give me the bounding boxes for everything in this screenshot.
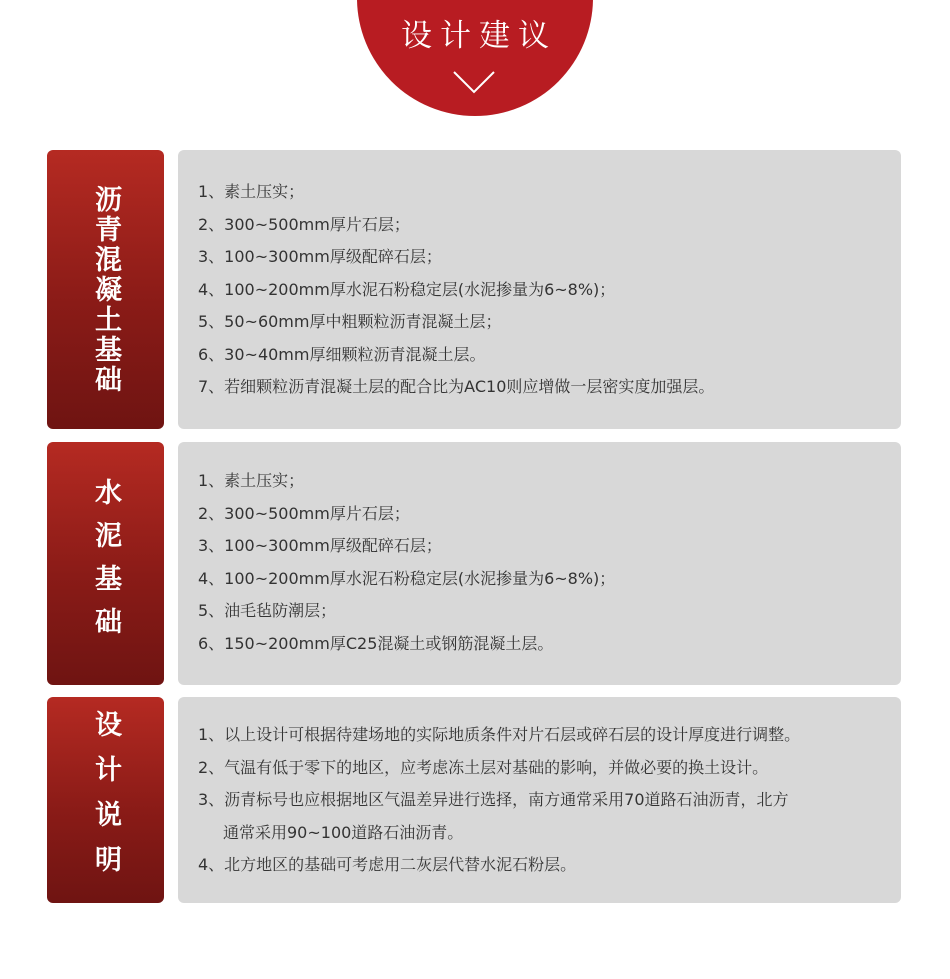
section-tag: [47, 697, 164, 903]
spec-list: [198, 465, 895, 660]
list-item: 2、气温有低于零下的地区，应考虑冻土层对基础的影响，并做必要的换土设计。: [198, 757, 769, 777]
list-item: 3、100~300mm厚级配碎石层；: [198, 536, 442, 555]
list-item-line: 3、沥青标号也应根据地区气温差异进行选择，南方通常采用70道路石油沥青，北方: [198, 790, 789, 809]
section-cement-foundation: [47, 442, 901, 685]
section-tag-label: 沥青混凝土基础: [90, 184, 121, 395]
section-tag-label: 设计说明: [90, 710, 121, 890]
section-content-panel: [178, 442, 901, 685]
list-item: 1、以上设计可根据待建场地的实际地质条件对片石层或碎石层的设计厚度进行调整。: [198, 725, 801, 744]
list-item: 5、油毛毡防潮层；: [198, 601, 337, 620]
section-tag-label: 水泥基础: [90, 477, 121, 650]
section-tag: [47, 442, 164, 685]
section-tag: [47, 150, 164, 429]
list-item: 2、300~500mm厚片石层；: [198, 214, 410, 234]
spec-list: [198, 176, 895, 404]
section-content-panel: [178, 697, 901, 903]
list-item: 5、50~60mm厚中粗颗粒沥青混凝土层；: [198, 312, 502, 331]
list-item: [198, 784, 895, 849]
list-item: 6、150~200mm厚C25混凝土或钢筋混凝土层。: [198, 633, 554, 653]
list-item-continuation: 通常采用90~100道路石油沥青。: [223, 822, 464, 842]
chevron-down-icon: [452, 70, 496, 96]
list-item: 4、100~200mm厚水泥石粉稳定层(水泥掺量为6~8%)；: [198, 279, 616, 299]
list-item: 3、100~300mm厚级配碎石层；: [198, 247, 442, 266]
list-item: 4、100~200mm厚水泥石粉稳定层(水泥掺量为6~8%)；: [198, 568, 616, 588]
list-item: 1、素土压实；: [198, 471, 305, 490]
section-content-panel: [178, 150, 901, 429]
list-item: 6、30~40mm厚细颗粒沥青混凝土层。: [198, 344, 486, 364]
section-asphalt-foundation: [47, 150, 901, 429]
list-item: 2、300~500mm厚片石层；: [198, 503, 410, 523]
list-item: 1、素土压实；: [198, 182, 305, 201]
notes-list: [198, 719, 895, 882]
page-title: 设计建议: [401, 18, 557, 54]
section-design-notes: [47, 697, 901, 903]
list-item: 7、若细颗粒沥青混凝土层的配合比为AC10则应增做一层密实度加强层。: [198, 377, 715, 396]
list-item: 4、北方地区的基础可考虑用二灰层代替水泥石粉层。: [198, 855, 577, 874]
